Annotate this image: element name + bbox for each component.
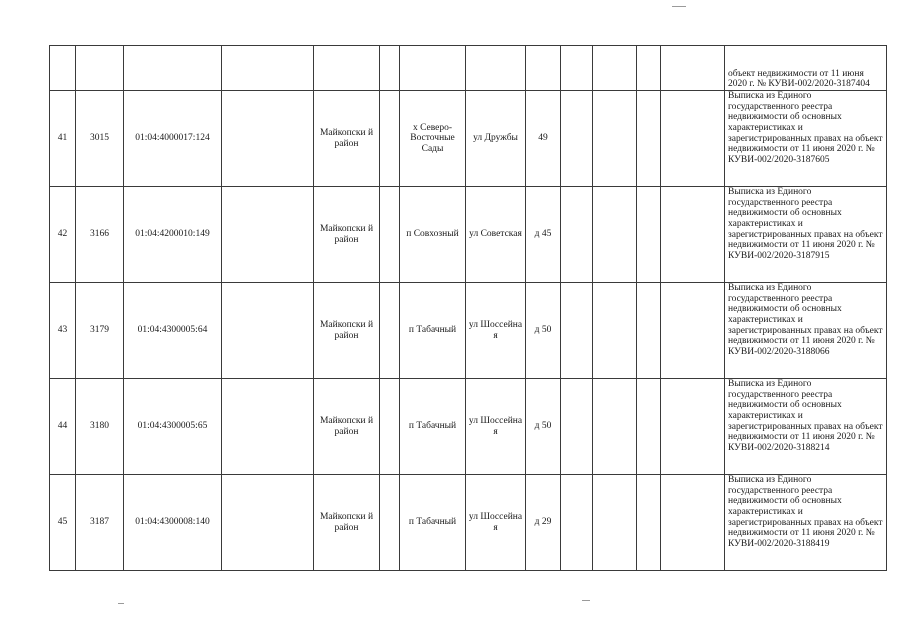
cell-number: 43 xyxy=(50,283,76,379)
cell-empty xyxy=(593,283,637,379)
cell-empty xyxy=(593,475,637,571)
cell-empty xyxy=(561,46,593,91)
cell-reg-number: 3179 xyxy=(76,283,124,379)
cell-cadastral: 01:04:4300008:140 xyxy=(124,475,222,571)
cell-street: ул Шоссейна я xyxy=(466,379,526,475)
cell-empty xyxy=(593,379,637,475)
cell-cadastral: 01:04:4000017:124 xyxy=(124,91,222,187)
cell-cadastral xyxy=(124,46,222,91)
cell-empty xyxy=(661,475,725,571)
cell-empty xyxy=(561,187,593,283)
cell-empty xyxy=(380,187,400,283)
cell-empty xyxy=(637,187,661,283)
scan-noise-line xyxy=(118,603,124,604)
cell-empty xyxy=(637,91,661,187)
cell-cadastral: 01:04:4300005:65 xyxy=(124,379,222,475)
cell-empty xyxy=(222,475,314,571)
cell-empty xyxy=(637,475,661,571)
cell-reg-number: 3015 xyxy=(76,91,124,187)
cell-cadastral: 01:04:4200010:149 xyxy=(124,187,222,283)
cell-document: объект недвижимости от 11 июня 2020 г. № КУВИ-002/2020-3187404 xyxy=(725,46,887,91)
cell-district: Майкопски й район xyxy=(314,283,380,379)
cell-empty xyxy=(593,91,637,187)
cell-house xyxy=(526,46,561,91)
property-registry-table xyxy=(49,45,887,571)
cell-document: Выписка из Единого государственного реестра недвижимости об основных характеристиках и зарегистрированных правах на объект недвижимости от 11 июня 2020 г. № КУВИ-002/2020-3188214 xyxy=(725,379,887,475)
cell-empty xyxy=(222,379,314,475)
cell-empty xyxy=(661,46,725,91)
cell-number: 45 xyxy=(50,475,76,571)
cell-number xyxy=(50,46,76,91)
scan-noise-line xyxy=(672,6,686,7)
cell-document: Выписка из Единого государственного реестра недвижимости об основных характеристиках и зарегистрированных правах на объект недвижимости от 11 июня 2020 г. № КУВИ-002/2020-3188066 xyxy=(725,283,887,379)
cell-empty xyxy=(222,187,314,283)
cell-settlement xyxy=(400,46,466,91)
cell-district: Майкопски й район xyxy=(314,379,380,475)
cell-document: Выписка из Единого государственного реестра недвижимости об основных характеристиках и зарегистрированных правах на объект недвижимости от 11 июня 2020 г. № КУВИ-002/2020-3187915 xyxy=(725,187,887,283)
cell-empty xyxy=(380,283,400,379)
cell-document: Выписка из Единого государственного реестра недвижимости об основных характеристиках и зарегистрированных правах на объект недвижимости от 11 июня 2020 г. № КУВИ-002/2020-3187605 xyxy=(725,91,887,187)
cell-empty xyxy=(637,46,661,91)
cell-settlement: п Табачный xyxy=(400,475,466,571)
cell-house: д 29 xyxy=(526,475,561,571)
cell-settlement: п Табачный xyxy=(400,379,466,475)
cell-district: Майкопски й район xyxy=(314,475,380,571)
cell-house: д 50 xyxy=(526,379,561,475)
cell-district: Майкопски й район xyxy=(314,187,380,283)
cell-empty xyxy=(380,91,400,187)
cell-number: 44 xyxy=(50,379,76,475)
cell-street: ул Шоссейна я xyxy=(466,475,526,571)
cell-house: 49 xyxy=(526,91,561,187)
cell-settlement: х Северо-Восточные Сады xyxy=(400,91,466,187)
cell-empty xyxy=(222,46,314,91)
cell-empty xyxy=(380,379,400,475)
cell-street: ул Дружбы xyxy=(466,91,526,187)
scan-noise-line xyxy=(582,600,590,601)
table-row xyxy=(50,379,887,475)
cell-empty xyxy=(661,187,725,283)
table-row xyxy=(50,187,887,283)
cell-empty xyxy=(561,283,593,379)
cell-empty xyxy=(637,379,661,475)
cell-empty xyxy=(561,91,593,187)
cell-street: ул Шоссейна я xyxy=(466,283,526,379)
cell-street xyxy=(466,46,526,91)
cell-reg-number: 3187 xyxy=(76,475,124,571)
cell-house: д 45 xyxy=(526,187,561,283)
cell-number: 42 xyxy=(50,187,76,283)
cell-district xyxy=(314,46,380,91)
table-row xyxy=(50,283,887,379)
table-row-continued xyxy=(50,46,887,91)
cell-empty xyxy=(380,475,400,571)
cell-number: 41 xyxy=(50,91,76,187)
cell-reg-number: 3180 xyxy=(76,379,124,475)
cell-house: д 50 xyxy=(526,283,561,379)
cell-settlement: п Табачный xyxy=(400,283,466,379)
cell-empty xyxy=(222,91,314,187)
cell-reg-number: 3166 xyxy=(76,187,124,283)
cell-empty xyxy=(661,283,725,379)
cell-cadastral: 01:04:4300005:64 xyxy=(124,283,222,379)
cell-empty xyxy=(661,379,725,475)
table-row xyxy=(50,475,887,571)
cell-reg-number xyxy=(76,46,124,91)
cell-street: ул Советская xyxy=(466,187,526,283)
cell-empty xyxy=(593,187,637,283)
cell-empty xyxy=(593,46,637,91)
cell-empty xyxy=(561,379,593,475)
cell-empty xyxy=(561,475,593,571)
cell-empty xyxy=(661,91,725,187)
cell-settlement: п Совхозный xyxy=(400,187,466,283)
table-row xyxy=(50,91,887,187)
cell-document: Выписка из Единого государственного реестра недвижимости об основных характеристиках и зарегистрированных правах на объект недвижимости от 11 июня 2020 г. № КУВИ-002/2020-3188419 xyxy=(725,475,887,571)
cell-empty xyxy=(637,283,661,379)
cell-empty xyxy=(222,283,314,379)
cell-empty xyxy=(380,46,400,91)
cell-district: Майкопски й район xyxy=(314,91,380,187)
